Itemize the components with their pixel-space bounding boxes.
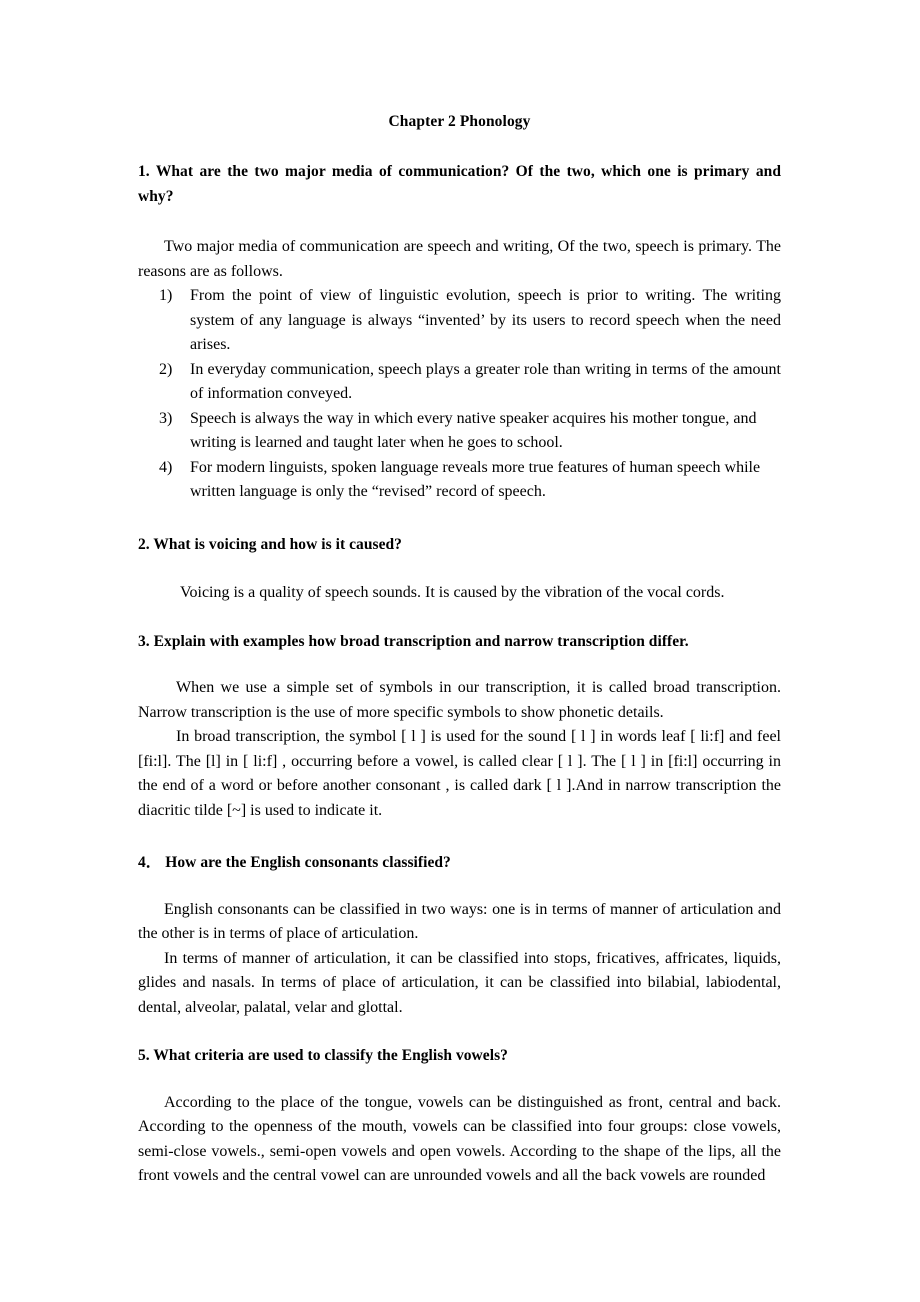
list-item	[138, 407, 781, 456]
list-item-text: Speech is always the way in which every native speaker acquires his mother tongue, and writing is learned and taught later when he goes to school.	[190, 409, 757, 451]
question-2-answer-paragraph: Voicing is a quality of speech sounds. It is caused by the vibration of the vocal cords.	[180, 584, 725, 601]
list-item-marker: 4)	[159, 458, 173, 476]
spacer	[138, 606, 781, 630]
document-title: Chapter 2 Phonology	[388, 113, 531, 130]
list-item	[138, 456, 781, 505]
spacer	[138, 557, 781, 581]
spacer	[138, 505, 781, 533]
spacer	[138, 654, 781, 676]
question-3-answer-paragraph-1: When we use a simple set of symbols in our transcription, it is called broad transcription. Narrow transcription is the use of more specific symbols to show phonetic details.	[138, 679, 781, 721]
spacer	[138, 209, 781, 235]
list-item-text: In everyday communication, speech plays a greater role than writing in terms of the amount of information conveyed.	[190, 360, 781, 402]
question-5-answer-paragraph: According to the place of the tongue, vowels can be distinguished as front, central and back. According to the openness of the mouth, vowels can be classified into four groups: close vowels, semi-close vowels., semi-open vowels and open vowels. According to the shape of the lips, all the front vowels and the central vowel can are unrounded vowels and all the back vowels are rounded	[138, 1093, 781, 1184]
list-item-text: For modern linguists, spoken language reveals more true features of human speech while written language is only the “revised” record of speech.	[190, 458, 761, 500]
question-4-answer-paragraph-1: English consonants can be classified in two ways: one is in terms of manner of articulation and the other is in terms of place of articulation.	[138, 900, 781, 942]
list-item	[138, 358, 781, 407]
question-1-intro-paragraph: Two major media of communication are speech and writing, Of the two, speech is primary. The reasons are as follows.	[138, 238, 781, 280]
spacer	[138, 823, 781, 851]
spacer	[138, 1020, 781, 1044]
question-4-answer-paragraph-2: In terms of manner of articulation, it can be classified into stops, fricatives, affricates, liquids, glides and nasals. In terms of place of articulation, it can be classified into bilabial, labiodental, dental, alveolar, palatal, velar and glottal.	[138, 949, 781, 1016]
question-1-heading: 1. What are the two major media of communication? Of the two, which one is primary and why?	[138, 163, 781, 205]
question-4-heading: 4． How are the English consonants classified?	[138, 854, 451, 871]
list-item-text: From the point of view of linguistic evolution, speech is prior to writing. The writing system of any language is always “invented’ by its users to record speech when the need arises.	[190, 287, 781, 353]
list-item-marker: 2)	[159, 360, 173, 378]
question-2-heading: 2. What is voicing and how is it caused?	[138, 535, 402, 553]
list-item	[138, 284, 781, 358]
spacer	[138, 132, 781, 160]
question-5-heading: 5. What criteria are used to classify the English vowels?	[138, 1047, 508, 1064]
question-1-reason-list	[138, 284, 781, 505]
question-3-heading: 3. Explain with examples how broad transcription and narrow transcription differ.	[138, 632, 689, 650]
list-item-marker: 3)	[159, 409, 173, 427]
spacer	[138, 876, 781, 898]
spacer	[138, 1069, 781, 1091]
question-3-answer-paragraph-2: In broad transcription, the symbol [ l ] is used for the sound [ l ] in words leaf [ li:f] and feel [fi:l]. The [l] in [ li:f] , occurring before a vowel, is called clear [ l ]. The [ l ] in [fi:l] occurring in the end of a word or before another consonant , is called dark [ l ].And in narrow transcription the diacritic tilde [~] is used to indicate it.	[138, 728, 781, 819]
list-item-marker: 1)	[159, 287, 173, 304]
